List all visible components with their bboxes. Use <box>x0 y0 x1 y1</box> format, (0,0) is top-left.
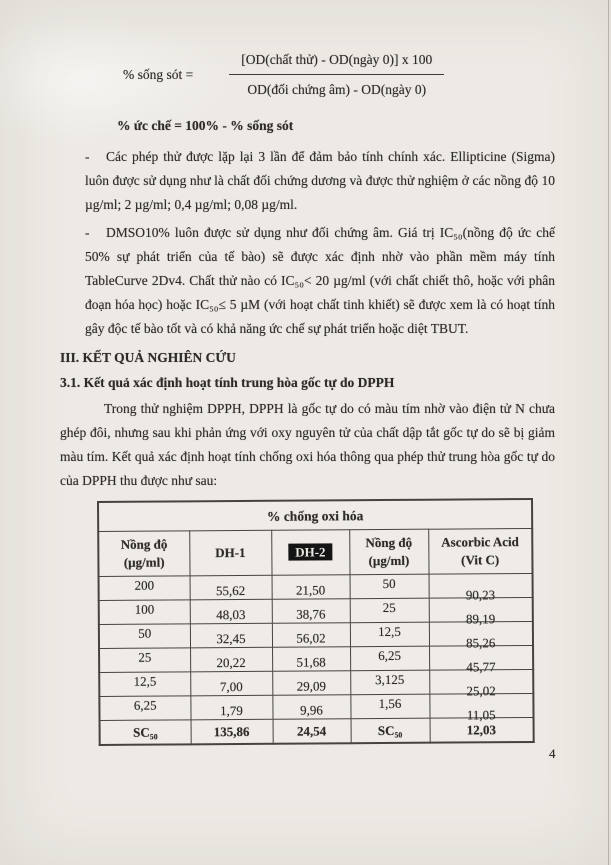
bullet-marker: - <box>85 149 90 164</box>
col-header-line: (µg/ml) <box>368 552 410 569</box>
table-title: % chống oxi hóa <box>98 499 532 532</box>
table-cell: 90,23 <box>429 573 533 598</box>
col-header-line: (µg/ml) <box>123 554 165 570</box>
table-cell: 135,86 <box>191 719 273 744</box>
col-header-ascorbic-acid <box>428 528 532 574</box>
results-table <box>97 498 535 746</box>
highlighted-header-text: DH-2 <box>288 543 332 560</box>
table-cell: 24,54 <box>273 719 351 744</box>
document-content <box>60 0 555 746</box>
subsection-heading: 3.1. Kết quả xác định hoạt tính trung hòa gốc tự do DPPH <box>60 375 395 390</box>
bullet-list <box>60 145 555 341</box>
col-header-concentration-left <box>98 531 189 577</box>
table-cell: 20,22 <box>190 647 272 672</box>
table-cell: 100 <box>99 600 190 625</box>
table-cell: 32,45 <box>190 623 272 648</box>
table-cell: 21,50 <box>272 575 350 600</box>
table-cell: 25,02 <box>429 669 533 694</box>
table-cell: 200 <box>99 576 190 601</box>
table-cell: 1,79 <box>190 695 272 720</box>
col-header-dh2 <box>271 530 349 576</box>
table-cell: 51,68 <box>272 647 350 672</box>
col-header-line <box>274 543 347 562</box>
table-header-row <box>98 528 532 576</box>
table-cell: 48,03 <box>190 599 272 624</box>
table-cell: 1,56 <box>350 694 429 719</box>
table-cell: 12,03 <box>430 717 534 742</box>
bullet-marker: - <box>85 225 90 240</box>
bullet-item <box>85 221 555 341</box>
col-header-line: Nồng độ <box>120 536 168 552</box>
col-header-concentration-right <box>349 529 428 575</box>
table-cell: 25 <box>99 648 190 673</box>
table-cell: SC₅₀ <box>100 720 191 745</box>
col-header-dh1 <box>189 530 271 576</box>
table-cell: 3,125 <box>350 670 429 695</box>
bullet-item <box>85 145 555 217</box>
table-cell: 6,25 <box>350 646 429 671</box>
section-heading: III. KẾT QUẢ NGHIÊN CỨU <box>60 350 236 365</box>
table-cell: 11,05 <box>429 693 533 718</box>
body-paragraph: Trong thử nghiệm DPPH, DPPH là gốc tự do có màu tím nhờ vào điện tử N chưa ghép đôi, nhưng sau khi phản ứng với oxy nguyên tử của chất dập tắt gốc tự do sẽ bị giảm màu tím. Kết quả xác định hoạt tính chống oxi hóa thông qua phép thử trung hòa gốc tự do của DPPH thu được như sau: <box>60 401 555 488</box>
table-row <box>100 717 534 745</box>
table-cell: 25 <box>350 598 429 623</box>
table-title-row <box>98 499 532 532</box>
col-header-line: Nồng độ <box>365 534 413 551</box>
table-cell: 45,77 <box>429 645 533 670</box>
fraction-numerator: [OD(chất thử) - OD(ngày 0)] x 100 <box>241 52 433 67</box>
table-cell: 9,96 <box>272 695 350 720</box>
table-row <box>99 573 533 600</box>
table-cell: 89,19 <box>429 597 533 622</box>
col-header-line: Ascorbic Acid <box>441 534 519 550</box>
table-cell: 50 <box>99 624 190 649</box>
survival-rate-formula <box>123 50 555 100</box>
table-cell: 55,62 <box>190 575 272 600</box>
table-cell: 56,02 <box>272 623 350 648</box>
col-header-line: (Vit C) <box>461 552 500 568</box>
table-cell: 29,09 <box>272 671 350 696</box>
table-cell: 7,00 <box>190 671 272 696</box>
bullet-text: Các phép thử được lặp lại 3 lần để đảm bảo tính chính xác. Ellipticine (Sigma) luôn được sử dụng như là chất đối chứng dương và được thử nghiệm ở các nồng độ 10 µg/ml; 2 µg/ml; 0,4 µg/ml; 0,08 µg/ml. <box>85 149 555 212</box>
table-cell: 50 <box>350 574 429 599</box>
table-cell: 38,76 <box>272 599 350 624</box>
table-cell: 12,5 <box>350 622 429 647</box>
table-cell: SC₅₀ <box>351 718 430 743</box>
fraction-denominator: OD(đối chứng âm) - OD(ngày 0) <box>247 82 427 97</box>
bullet-text: DMSO10% luôn được sử dụng như đối chứng âm. Giá trị IC₅₀(nồng độ ức chế 50% sự phát triển của tế bào) sẽ được xác định nhờ vào phần mềm máy tính TableCurve 2Dv4. Chất thử nào có IC₅₀< 20 µg/ml (với chất chiết thô, hoặc với phân đoạn hóa học) hoặc IC₅₀≤ 5 µM (với hoạt chất tinh khiết) sẽ được xem là có hoạt tính gây độc tế bào tốt và có khả năng ức chế sự phát triển hoặc diệt TBUT. <box>85 225 555 336</box>
table-cell: 6,25 <box>99 696 190 721</box>
col-header-line: DH-1 <box>215 544 246 561</box>
page-number: 4 <box>549 746 556 761</box>
survival-formula-label: % sống sót = <box>123 67 194 82</box>
table-cell: 85,26 <box>429 621 533 646</box>
table-cell: 12,5 <box>99 672 190 697</box>
inhibition-formula: % ức chế = 100% - % sống sót <box>117 118 294 133</box>
formula-fraction <box>229 50 444 100</box>
